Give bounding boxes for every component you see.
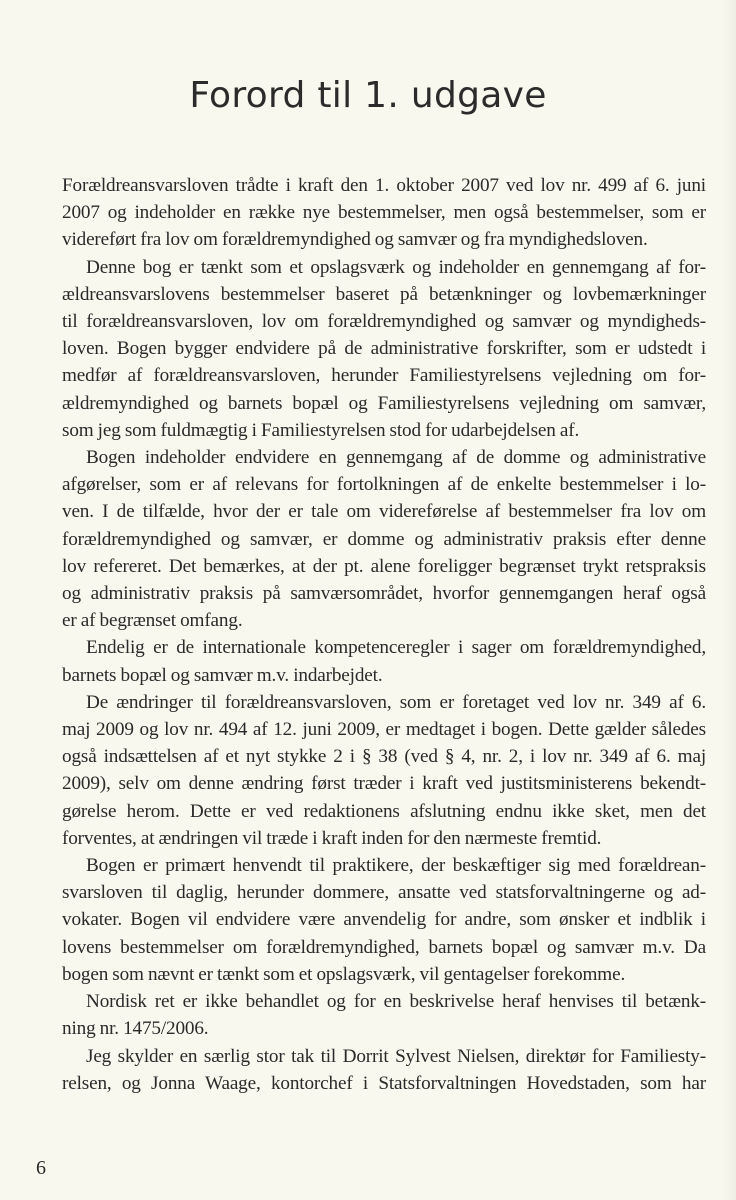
text-line: relsen, og Jonna Waage, kontorchef i Statsforvaltningen Hovedstaden, som har [62,1072,706,1094]
text-line: Nordisk ret er ikke behandlet og for en beskrivelse heraf henvises til betænk- [86,991,706,1013]
text-line: 2007 og indeholder en række nye bestemmelser, men også bestemmelser, som er [62,202,706,224]
text-line: loven. Bogen bygger endvidere på de administrative forskrifter, som er udstedt i [62,338,706,360]
text-line: svarsloven til daglig, herunder dommere, ansatte ved statsforvaltningerne og ad- [62,882,706,904]
text-line: 2009), selv om denne ændring først træder i kraft ved justitsministerens bekendt- [62,773,706,795]
text-line: forældremyndighed og samvær, er domme og administrativ praksis efter denne [62,528,706,550]
paragraph [62,852,706,988]
text-line: lov refereret. Det bemærkes, at der pt. alene foreligger begrænset trykt retspraksis [62,555,706,577]
text-line: ven. I de tilfælde, hvor der er tale om videreførelse af bestemmelser fra lov om [62,501,706,523]
page-number: 6 [36,1157,46,1179]
text-line: også indsættelsen af et nyt stykke 2 i § 38 (ved § 4, nr. 2, i lov nr. 349 af 6. maj [62,746,706,768]
text-line: videreført fra lov om forældremyndighed og samvær og fra myndighedsloven. [62,229,648,251]
text-line: gørelse herom. Dette er ved redaktionens afslutning endnu ikke sket, men det [62,800,706,822]
page-title: Forord til 1. udgave [189,75,547,116]
text-line: Endelig er de internationale kompetenceregler i sager om forældremyndighed, [86,637,706,659]
text-line: Forældreansvarsloven trådte i kraft den 1. oktober 2007 ved lov nr. 499 af 6. juni [62,175,706,196]
text-line: er af begrænset omfang. [62,610,243,632]
body-text [62,172,706,1097]
text-line: afgørelser, som er af relevans for fortolkningen af de enkelte bestemmelser i lo- [62,474,706,496]
text-line: til forældreansvarsloven, lov om forældremyndighed og samvær og myndigheds- [62,311,706,333]
text-line: maj 2009 og lov nr. 494 af 12. juni 2009, er medtaget i bogen. Dette gælder således [62,719,706,741]
text-line: Jeg skylder en særlig stor tak til Dorrit Sylvest Nielsen, direktør for Familiesty- [86,1045,706,1067]
text-line: Denne bog er tænkt som et opslagsværk og indeholder en gennemgang af for- [86,256,706,278]
text-line: og administrativ praksis på samværsområdet, hvorfor gennemgangen heraf også [62,583,706,605]
paragraph [62,634,706,688]
text-line: vokater. Bogen vil endvidere være anvendelig for andre, som ønsker et indblik i [62,909,706,931]
text-line: forventes, at ændringen vil træde i kraft inden for den nærmeste fremtid. [62,827,602,849]
text-line: Bogen er primært henvendt til praktikere, der beskæftiger sig med forældrean- [86,855,706,877]
text-line: De ændringer til forældreansvarsloven, som er foretaget ved lov nr. 349 af 6. [86,691,706,713]
paragraph [62,1043,706,1097]
paragraph [62,172,706,254]
paragraph [62,254,706,444]
page-edge-shadow [722,0,736,1200]
paragraph [62,689,706,852]
text-line: Bogen indeholder endvidere en gennemgang af de domme og administrative [86,447,706,469]
text-line: ældreansvarslovens bestemmelser baseret på betænkninger og lovbemærkninger [62,283,706,305]
text-line: lovens bestemmelser om forældremyndighed, barnets bopæl og samvær m.v. Da [62,936,706,958]
text-line: medfør af forældreansvarsloven, herunder Familiestyrelsens vejledning om for- [62,365,706,387]
paragraph [62,444,706,634]
text-line: barnets bopæl og samvær m.v. indarbejdet. [62,664,383,686]
text-line: bogen som nævnt er tænkt som et opslagsværk, vil gentagelser forekomme. [62,963,626,985]
paragraph [62,988,706,1042]
text-line: ning nr. 1475/2006. [62,1018,209,1040]
text-line: ældremyndighed og barnets bopæl og Familiestyrelsens vejledning om samvær, [62,392,706,414]
text-line: som jeg som fuldmægtig i Familiestyrelsen stod for udarbejdelsen af. [62,419,580,441]
